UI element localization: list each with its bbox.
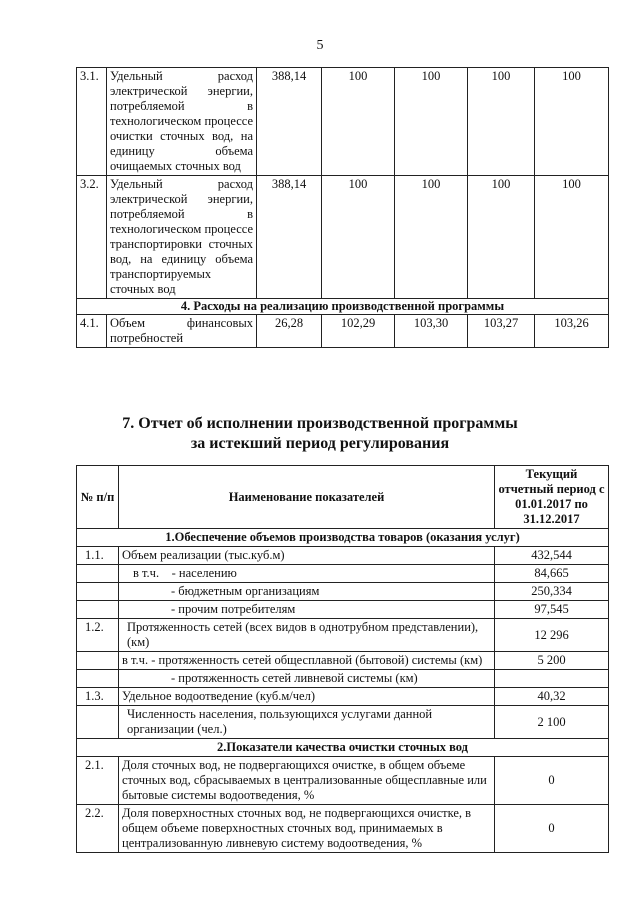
row-value: 100 <box>322 176 395 299</box>
row-name: Удельный расход электрической энергии, потребляемой в технологическом процессе очистки сточных вод, на единицу объема очищаемых сточных вод <box>107 68 257 176</box>
row-number: 3.2. <box>77 176 107 299</box>
row-subname: - населению <box>171 566 237 580</box>
table-row <box>77 547 609 565</box>
table-row <box>77 805 609 853</box>
row-number <box>77 583 119 601</box>
row-value: 0 <box>495 757 609 805</box>
table-row <box>77 68 609 176</box>
row-name: - прочим потребителям <box>119 601 495 619</box>
table-row <box>77 706 609 739</box>
row-number: 3.1. <box>77 68 107 176</box>
row-value: 250,334 <box>495 583 609 601</box>
row-name: Объем финансовых потребностей <box>107 315 257 348</box>
row-value: 100 <box>535 68 609 176</box>
table-row <box>77 315 609 348</box>
row-name: Доля сточных вод, не подвергающихся очистке, в общем объеме сточных вод, сбрасываемых в централизованные общесплавные или бытовые системы водоотведения, % <box>119 757 495 805</box>
row-value: 100 <box>535 176 609 299</box>
table-row <box>77 670 609 688</box>
table-row <box>77 583 609 601</box>
row-name: - протяженность сетей ливневой системы (км) <box>119 670 495 688</box>
row-number <box>77 670 119 688</box>
table-row <box>77 176 609 299</box>
table-row <box>77 652 609 670</box>
row-value: 100 <box>468 68 535 176</box>
section-title: 4. Расходы на реализацию производственной программы <box>77 299 609 315</box>
section-heading-line1: 7. Отчет об исполнении производственной программы <box>122 415 518 432</box>
row-value: 388,14 <box>257 176 322 299</box>
row-value: 26,28 <box>257 315 322 348</box>
section-row <box>77 739 609 757</box>
row-name: Удельный расход электрической энергии, потребляемой в технологическом процессе транспортировки сточных вод, на единицу объема транспортируемых сточных вод <box>107 176 257 299</box>
table-row <box>77 688 609 706</box>
row-value: 40,32 <box>495 688 609 706</box>
row-value: 388,14 <box>257 68 322 176</box>
row-name: Протяженность сетей (всех видов в однотрубном представлении), (км) <box>119 619 495 652</box>
row-name: Доля поверхностных сточных вод, не подвергающихся очистке, в общем объеме поверхностных сточных вод, принимаемых в централизованную ливневую систему водоотведения, % <box>119 805 495 853</box>
program-report-table <box>76 465 609 853</box>
row-value: 103,27 <box>468 315 535 348</box>
row-name <box>119 565 495 583</box>
row-value: 100 <box>395 176 468 299</box>
row-value: 100 <box>468 176 535 299</box>
row-name: Удельное водоотведение (куб.м/чел) <box>119 688 495 706</box>
row-name: - бюджетным организациям <box>119 583 495 601</box>
row-number: 1.3. <box>77 688 119 706</box>
row-number <box>77 565 119 583</box>
section-title: 2.Показатели качества очистки сточных вод <box>77 739 609 757</box>
page-number: 5 <box>316 38 324 53</box>
header-row <box>77 466 609 529</box>
row-value <box>495 670 609 688</box>
row-value: 103,26 <box>535 315 609 348</box>
row-value: 0 <box>495 805 609 853</box>
row-name: в т.ч. - протяженность сетей общесплавной (бытовой) системы (км) <box>119 652 495 670</box>
header-period: Текущий отчетный период с 01.01.2017 по 31.12.2017 <box>495 466 609 529</box>
row-value: 84,665 <box>495 565 609 583</box>
row-name: Объем реализации (тыс.куб.м) <box>119 547 495 565</box>
header-number: № п/п <box>77 466 119 529</box>
row-value: 103,30 <box>395 315 468 348</box>
row-number: 2.1. <box>77 757 119 805</box>
row-prefix: в т.ч. <box>133 566 160 580</box>
row-value: 12 296 <box>495 619 609 652</box>
section-title: 1.Обеспечение объемов производства товаров (оказания услуг) <box>77 529 609 547</box>
section-row <box>77 529 609 547</box>
row-value: 100 <box>395 68 468 176</box>
row-value: 432,544 <box>495 547 609 565</box>
header-name: Наименование показателей <box>119 466 495 529</box>
row-value: 5 200 <box>495 652 609 670</box>
row-number <box>77 706 119 739</box>
row-value: 100 <box>322 68 395 176</box>
section-row <box>77 299 609 315</box>
row-number: 4.1. <box>77 315 107 348</box>
row-number <box>77 601 119 619</box>
table-row <box>77 565 609 583</box>
row-name: Численность населения, пользующихся услугами данной организации (чел.) <box>119 706 495 739</box>
table-row <box>77 601 609 619</box>
row-value: 102,29 <box>322 315 395 348</box>
row-value: 2 100 <box>495 706 609 739</box>
table-row <box>77 619 609 652</box>
row-number: 1.1. <box>77 547 119 565</box>
indicator-table-continued <box>76 67 609 348</box>
row-number <box>77 652 119 670</box>
row-value: 97,545 <box>495 601 609 619</box>
row-number: 2.2. <box>77 805 119 853</box>
row-number: 1.2. <box>77 619 119 652</box>
table-row <box>77 757 609 805</box>
section-heading-line2: за истекший период регулирования <box>190 435 450 452</box>
